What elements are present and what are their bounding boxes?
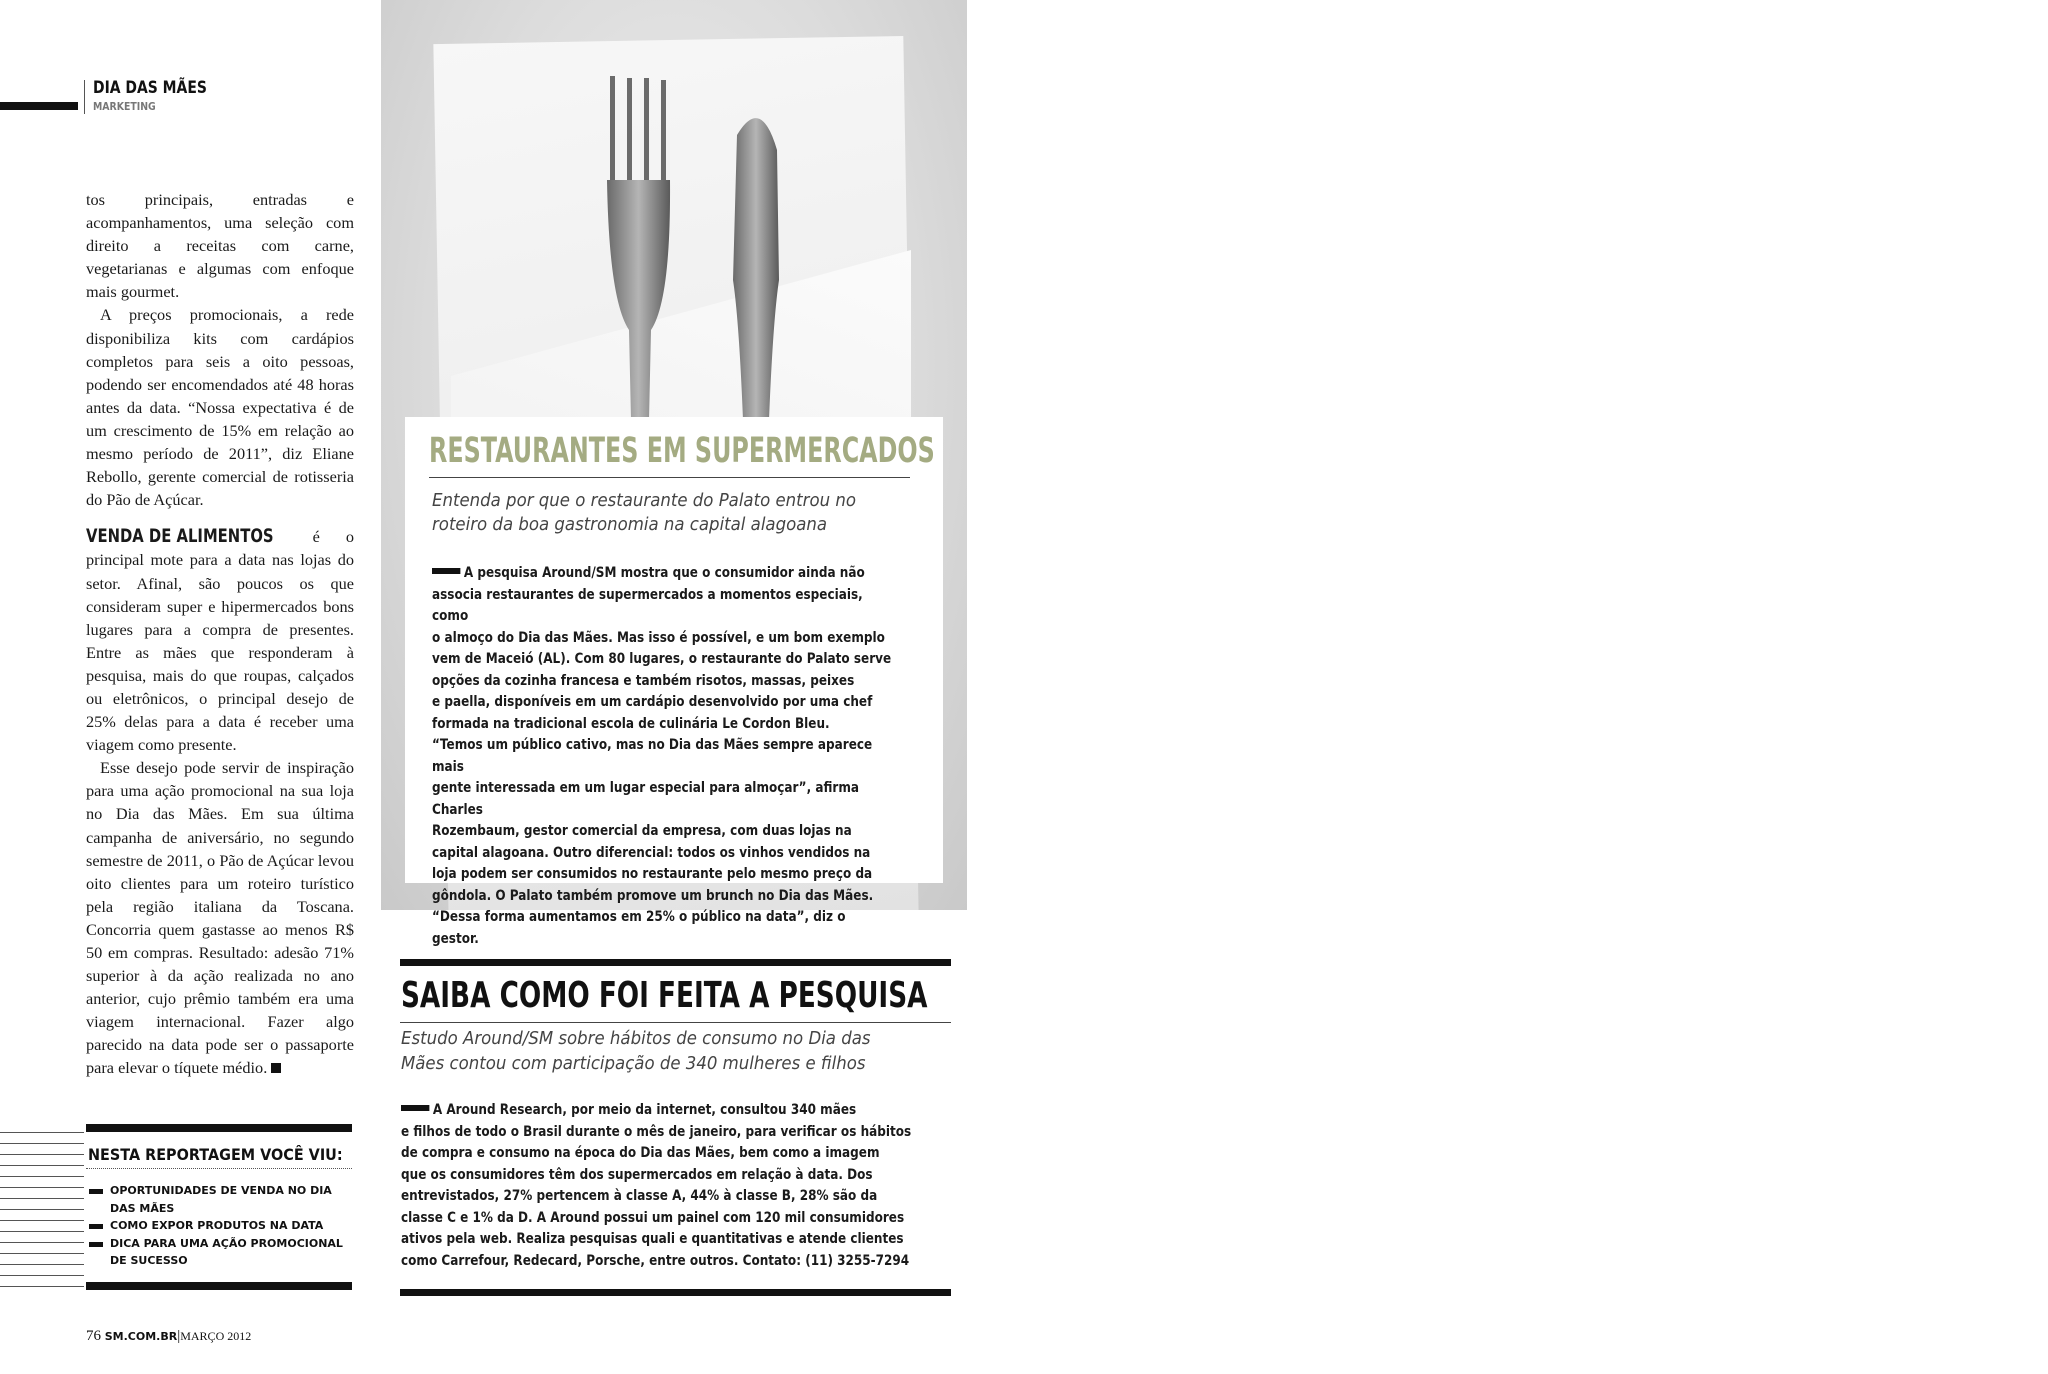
- survey-body: [401, 1100, 926, 1272]
- bullet-icon: [432, 568, 460, 574]
- survey-line-text: A Around Research, por meio da internet, consultou 340 mães: [432, 1102, 857, 1118]
- restaurant-rule: [429, 477, 910, 478]
- restaurant-line: capital alagoana. Outro diferencial: todos os vinhos vendidos na: [432, 844, 871, 861]
- restaurant-line-text: A pesquisa Around/SM mostra que o consumidor ainda não: [463, 565, 865, 581]
- summary-item: [88, 1235, 352, 1270]
- restaurant-line: loja podem ser consumidos no restaurante pelo mesmo preço da: [432, 866, 873, 882]
- issue-date: MARÇO 2012: [180, 1329, 252, 1343]
- fork-icon: [607, 76, 670, 420]
- end-mark-icon: [271, 1063, 281, 1073]
- restaurant-line: formada na tradicional escola de culinária Le Cordon Bleu.: [432, 715, 830, 732]
- runin-heading: VENDA DE ALIMENTOS: [86, 525, 274, 548]
- body-paragraph: tos principais, entradas e acompanhamentos, uma seleção com direito a receitas com carne, vegetarianas e algumas com enfoque mais gourmet.: [86, 190, 354, 302]
- survey-line: como Carrefour, Redecard, Porsche, entre outros. Contato: (11) 3255-7294: [401, 1252, 910, 1269]
- restaurant-line: e paella, disponíveis em um cardápio desenvolvido por uma chef: [432, 694, 873, 710]
- folio-separator: |: [177, 1328, 181, 1344]
- knife-icon: [733, 118, 779, 420]
- restaurant-line: Rozembaum, gestor comercial da empresa, com duas lojas na: [432, 823, 852, 839]
- restaurant-line: gôndola. O Palato também promove um brunch no Dia das Mães.: [432, 887, 874, 904]
- body-paragraph: Afinal, são poucos os que consideram super e hipermercados bons lugares para a compra de presentes. Entre as mães que responderam à pesquisa, mais do que roupas, calçados ou eletrônicos, o principal desejo de 25% delas para a data é receber uma viagem como presente.: [86, 573, 354, 755]
- body-paragraph-section: [86, 525, 354, 756]
- body-paragraph: A preços promocionais, a rede disponibiliza kits com cardápios completos para seis a oito pessoas, podendo ser encomendados até 48 horas antes da data. “Nossa expectativa é de um crescimento de 15% em relação ao mesmo período de 2011”, diz Eliane Rebollo, gerente comercial de rotisseria do Pão de Açúcar.: [86, 305, 354, 510]
- survey-line: ativos pela web. Realiza pesquisas quali e quantitativas e atende clientes: [401, 1231, 904, 1247]
- restaurant-line: “Dessa forma aumentamos em 25% o público na data”, diz o gestor.: [432, 909, 846, 947]
- survey-top-rule: [400, 959, 951, 966]
- folio: [86, 1328, 251, 1345]
- article-body: [86, 188, 354, 1080]
- cutlery-illustration: [381, 0, 967, 420]
- survey-bottom-rule: [400, 1289, 951, 1296]
- restaurant-line: vem de Maceió (AL). Com 80 lugares, o restaurante do Palato serve: [432, 651, 892, 667]
- survey-title: SAIBA COMO FOI FEITA A PESQUISA: [401, 975, 928, 1016]
- survey-line: de compra e consumo na época do Dia das Mães, bem como a imagem: [401, 1145, 880, 1161]
- body-paragraph: Esse desejo pode servir de inspiração para uma ação promocional na sua loja no Dia das Mães. Em sua última campanha de aniversário, no segundo semestre de 2011, o Pão de Açúcar levou oito clientes para um roteiro turístico pela região italiana da Toscana. Concorria quem gastasse ao menos R$ 50 em compras. Resultado: adesão 71% superior à da ação realizada no ano anterior, cujo prêmio também era uma viagem internacional. Fazer algo parecido na data pode ser o passaporte para elevar o tíquete médio.: [86, 758, 354, 1078]
- restaurant-line: associa restaurantes de supermercados a momentos especiais, como: [432, 586, 863, 624]
- restaurant-line: “Temos um público cativo, mas no Dia das Mães sempre aparece mais: [432, 737, 873, 775]
- summary-item: [88, 1217, 352, 1235]
- summary-item-text: DICA PARA UMA AÇÃO PROMOCIONAL DE SUCESSO: [110, 1236, 343, 1267]
- restaurant-line: o almoço do Dia das Mães. Mas isso é possível, e um bom exemplo: [432, 629, 885, 646]
- decorative-lines: [0, 1132, 84, 1292]
- site-name: SM.COM.BR: [104, 1330, 178, 1343]
- restaurant-title: RESTAURANTES EM SUPERMERCADOS: [429, 431, 935, 471]
- survey-line: e filhos de todo o Brasil durante o mês de janeiro, para verificar os hábitos: [401, 1123, 912, 1140]
- section-subtitle: MARKETING: [93, 100, 156, 113]
- summary-item-text: COMO EXPOR PRODUTOS NA DATA: [110, 1219, 324, 1232]
- section-title: DIA DAS MÃES: [93, 78, 207, 98]
- restaurant-line: opções da cozinha francesa e também risotos, massas, peixes: [432, 672, 855, 689]
- bullet-icon: [89, 1189, 103, 1194]
- page-number: 76: [86, 1328, 101, 1344]
- restaurant-subtitle: Entenda por que o restaurante do Palato entrou no roteiro da boa gastronomia na capital alagoana: [432, 490, 856, 535]
- body-paragraph-last: [86, 756, 354, 1079]
- bullet-icon: [89, 1242, 103, 1247]
- summary-item-text: OPORTUNIDADES DE VENDA NO DIA DAS MÃES: [110, 1184, 332, 1215]
- restaurant-line: [432, 563, 896, 585]
- summary-bottom-rule: [86, 1282, 352, 1290]
- survey-line: que os consumidores têm dos supermercados em relação à data. Dos: [401, 1166, 873, 1183]
- bullet-icon: [89, 1224, 103, 1229]
- survey-line: [401, 1100, 926, 1122]
- runin-text: é o principal mote para a data nas lojas do setor.: [86, 527, 354, 593]
- survey-line: classe C e 1% da D. A Around possui um painel com 120 mil consumidores: [401, 1209, 905, 1226]
- summary-item: [88, 1182, 352, 1217]
- survey-subtitle: Estudo Around/SM sobre hábitos de consumo no Dia das Mães contou com participação de 340 mulheres e filhos: [401, 1028, 871, 1074]
- summary-list: [88, 1182, 352, 1270]
- header-separator: [84, 80, 85, 114]
- summary-top-rule: [86, 1124, 352, 1132]
- restaurant-line: gente interessada em um lugar especial para almoçar”, afirma Charles: [432, 780, 860, 818]
- bullet-icon: [401, 1105, 429, 1111]
- survey-rule: [400, 1022, 951, 1023]
- header-bar: [0, 102, 78, 110]
- summary-dotted-rule: [86, 1168, 352, 1169]
- restaurant-body: [432, 563, 896, 950]
- summary-title: NESTA REPORTAGEM VOCÊ VIU:: [88, 1145, 343, 1164]
- survey-line: entrevistados, 27% pertencem à classe A, 44% à classe B, 28% são da: [401, 1188, 878, 1204]
